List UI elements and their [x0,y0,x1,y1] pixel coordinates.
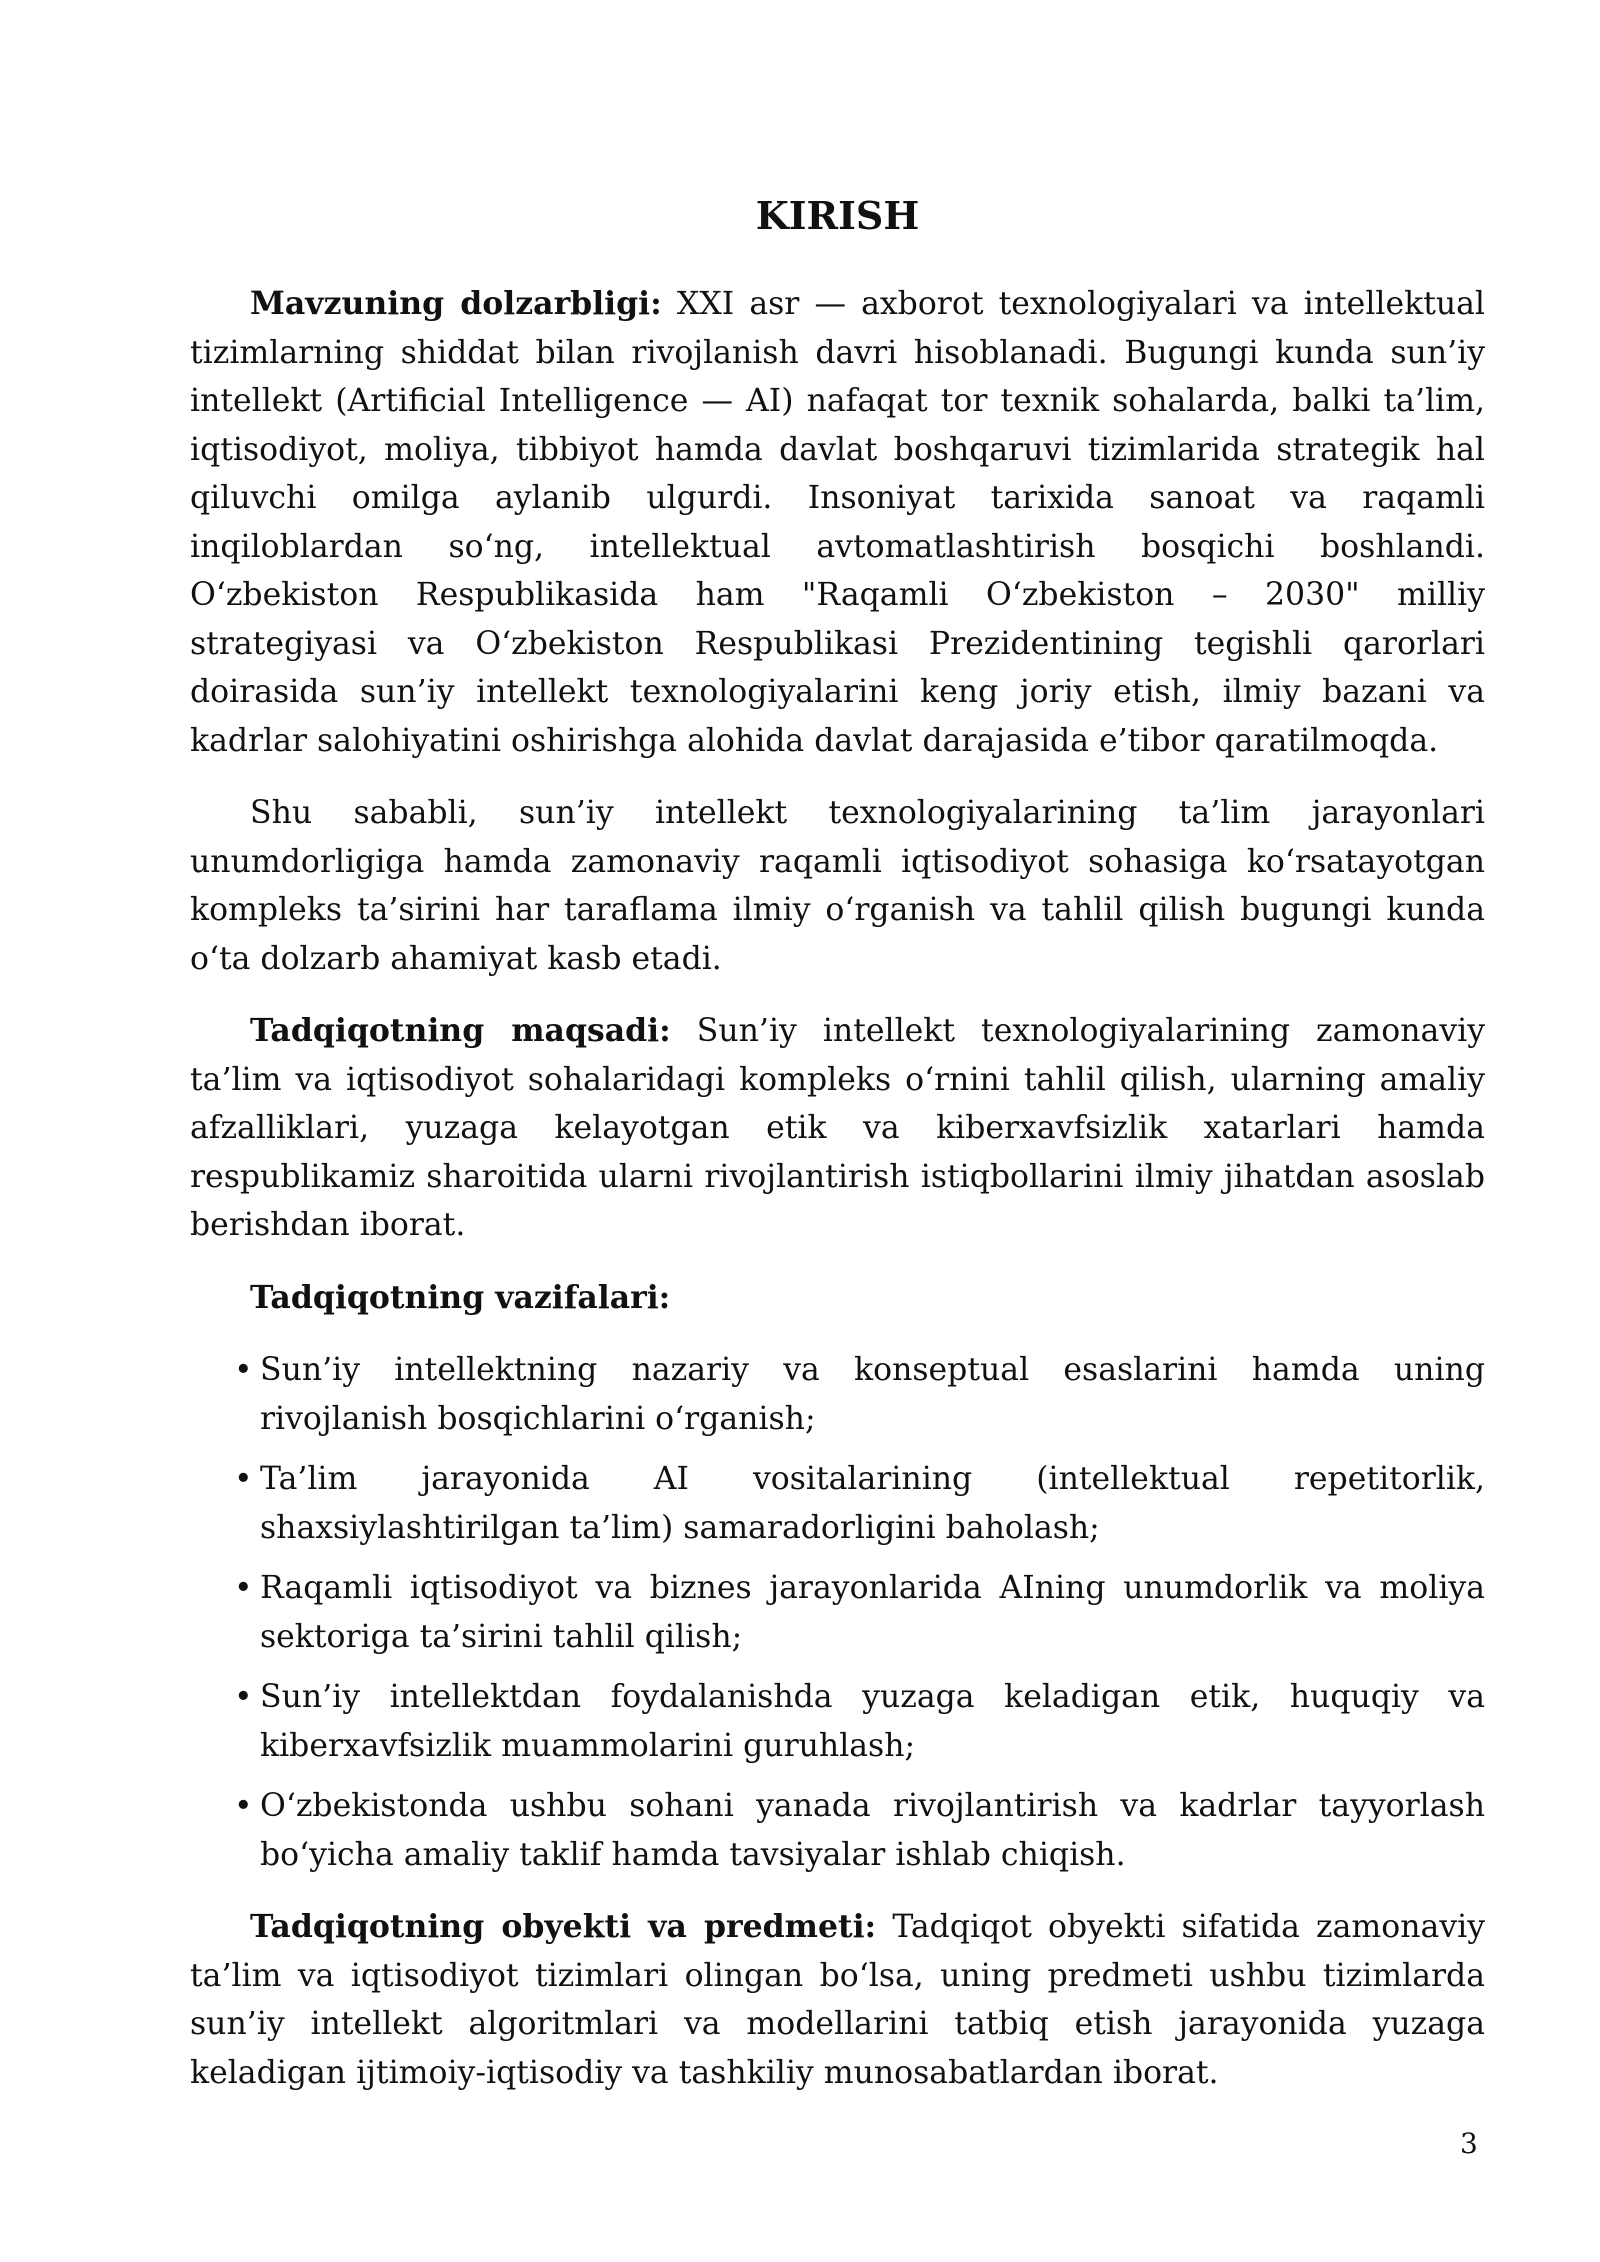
relevance-paragraph [190,280,1485,765]
object-paragraph [190,1903,1485,2097]
list-item [190,1782,1485,1879]
object-lead: Tadqiqotning obyekti va predmeti: [250,1908,877,1945]
page-number: 3 [1460,2127,1478,2160]
tasks-list [190,1346,1485,1879]
page-content [190,280,1485,2121]
goal-lead: Tadqiqotning maqsadi: [250,1012,671,1049]
bullet-icon: • [234,1788,253,1824]
list-item [190,1673,1485,1770]
page-title: KIRISH [755,193,920,238]
bullet-icon: • [234,1570,253,1606]
goal-paragraph [190,1007,1485,1250]
task-text: O‘zbekistonda ushbu sohani yanada rivojlantirish va kadrlar tayyorlash bo‘yicha amaliy taklif hamda tavsiyalar ishlab chiqish. [260,1788,1485,1873]
relevance-lead: Mavzuning dolzarbligi: [250,285,662,322]
bullet-icon: • [234,1352,253,1388]
bullet-icon: • [234,1461,253,1497]
list-item [190,1455,1485,1552]
object-text: Tadqiqot obyekti sifatida zamonaviy ta’lim va iqtisodiyot tizimlari olingan bo‘lsa, uning predmeti ushbu tizimlarda sun’iy intellekt algoritmlari va modellarini tatbiq etish jarayonida yuzaga keladigan ijtimoiy-iqtisodiy va tashkiliy munosabatlardan iborat. [190,1909,1485,2091]
task-text: Sun’iy intellektning nazariy va konseptual esaslarini hamda uning rivojlanish bosqichlarini o‘rganish; [260,1352,1485,1437]
reason-paragraph: Shu sababli, sun’iy intellekt texnologiyalarining ta’lim jarayonlari unumdorligiga hamda zamonaviy raqamli iqtisodiyot sohasiga ko‘rsatayotgan kompleks ta’sirini har taraflama ilmiy o‘rganish va tahlil qilish bugungi kunda o‘ta dolzarb ahamiyat kasb etadi. [190,795,1485,977]
relevance-text: XXI asr — axborot texnologiyalari va intellektual tizimlarning shiddat bilan rivojlanish davri hisoblanadi. Bugungi kunda sun’iy intellekt (Artificial Intelligence — AI) nafaqat tor texnik sohalarda, balki ta’lim, iqtisodiyot, moliya, tibbiyot hamda davlat boshqaruvi tizimlarida strategik hal qiluvchi omilga aylanib ulgurdi. Insoniyat tarixida sanoat va raqamli inqiloblardan so‘ng, intellektual avtomatlashtirish bosqichi boshlandi. O‘zbekiston Respublikasida ham "Raqamli O‘zbekiston – 2030" milliy strategiyasi va O‘zbekiston Respublikasi Prezidentining tegishli qarorlari doirasida sun’iy intellekt texnologiyalarini keng joriy etish, ilmiy bazani va kadrlar salohiyatini oshirishga alohida davlat darajasida e’tibor qaratilmoqda. [190,286,1485,759]
task-text: Sun’iy intellektdan foydalanishda yuzaga keladigan etik, huquqiy va kiberxavfsizlik muammolarini guruhlash; [260,1679,1485,1764]
bullet-icon: • [234,1679,253,1715]
task-text: Ta’lim jarayonida AI vositalarining (intellektual repetitorlik, shaxsiylashtirilgan ta’lim) samaradorligini baholash; [260,1461,1485,1546]
list-item [190,1346,1485,1443]
task-text: Raqamli iqtisodiyot va biznes jarayonlarida AIning unumdorlik va moliya sektoriga ta’sirini tahlil qilish; [260,1570,1485,1655]
list-item [190,1564,1485,1661]
goal-text: Sun’iy intellekt texnologiyalarining zamonaviy ta’lim va iqtisodiyot sohalaridagi kompleks o‘rnini tahlil qilish, ularning amaliy afzalliklari, yuzaga kelayotgan etik va kiberxavfsizlik xatarlari hamda respublikamiz sharoitida ularni rivojlantirish istiqbollarini ilmiy jihatdan asoslab berishdan iborat. [190,1013,1486,1243]
tasks-heading: Tadqiqotning vazifalari: [250,1278,671,1316]
